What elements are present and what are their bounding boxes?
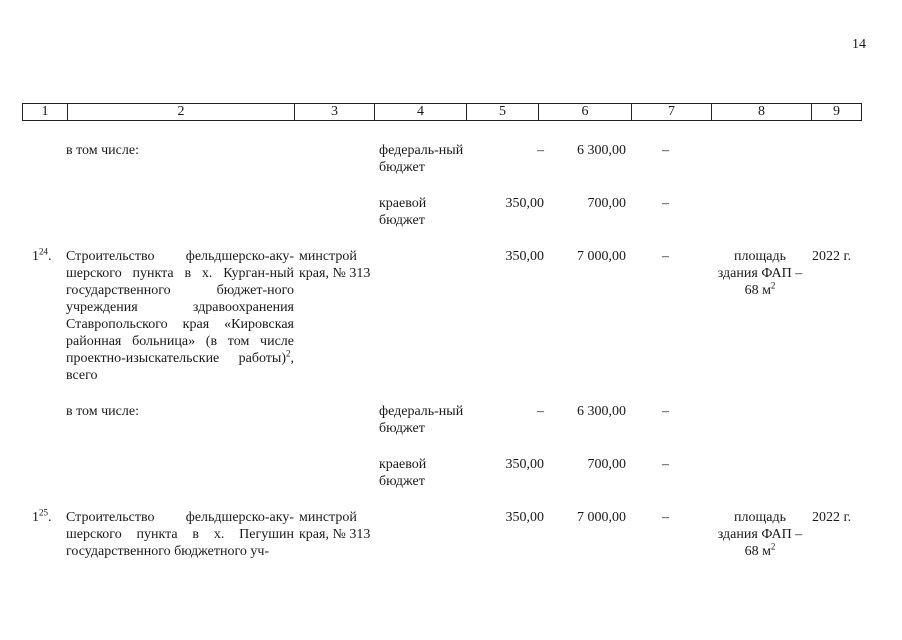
row-label-including: в том числе: [66, 404, 139, 419]
item-number: $1^{25}$. [32, 507, 52, 525]
column-header-5: 5 [467, 104, 539, 121]
col6-value: 7 000,00 [577, 249, 626, 264]
row-label-including: в том числе: [66, 143, 139, 158]
col7-value: – [662, 510, 669, 525]
executor: минстрой края, № 313 [299, 510, 371, 542]
item-name: Строительство фельдшерско-аку-шерского пункта в х. Пегушин государственного бюджетного уч- [66, 510, 294, 559]
col7-value: – [662, 457, 669, 472]
col7-value: – [662, 143, 669, 158]
col5-value: 350,00 [505, 457, 544, 472]
funding-source: краевой бюджет [379, 457, 427, 489]
column-header-7: 7 [632, 104, 712, 121]
funding-source: краевой бюджет [379, 196, 427, 228]
col5-value: – [537, 143, 544, 158]
col6-value: 6 300,00 [577, 143, 626, 158]
year: 2022 г. [812, 249, 852, 264]
col6-value: 700,00 [587, 196, 626, 211]
page-number: 14 [852, 37, 866, 52]
column-header-2: 2 [68, 104, 295, 121]
column-header-4: 4 [375, 104, 467, 121]
column-header-1: 1 [23, 104, 68, 121]
col7-value: – [662, 404, 669, 419]
column-header-8: 8 [712, 104, 812, 121]
col5-value: – [537, 404, 544, 419]
col6-value: 7 000,00 [577, 510, 626, 525]
executor: минстрой края, № 313 [299, 249, 371, 281]
col6-value: 700,00 [587, 457, 626, 472]
result-indicator: площадь здания ФАП – 68 $м^2$ [717, 249, 803, 298]
col7-value: – [662, 249, 669, 264]
result-indicator: площадь здания ФАП – 68 $м^2$ [717, 510, 803, 559]
item-name: Строительство фельдшерско-аку-шерского пункта в х. Курган-ный государственного бюджет-ного учреждения здравоохранения Ставропольского края «Кировская районная больница» (в том числе проектно-изыскательские работы)$^2$, всего [66, 249, 294, 383]
col5-value: 350,00 [505, 249, 544, 264]
col7-value: – [662, 196, 669, 211]
item-number: $1^{24}$. [32, 246, 52, 264]
col5-value: 350,00 [505, 510, 544, 525]
column-header-6: 6 [539, 104, 632, 121]
column-header-9: 9 [812, 104, 862, 121]
col6-value: 6 300,00 [577, 404, 626, 419]
funding-source: федераль-ный бюджет [379, 404, 464, 436]
col5-value: 350,00 [505, 196, 544, 211]
column-header-row [22, 103, 862, 121]
year: 2022 г. [812, 510, 852, 525]
funding-source: федераль-ный бюджет [379, 143, 464, 175]
column-header-3: 3 [295, 104, 375, 121]
